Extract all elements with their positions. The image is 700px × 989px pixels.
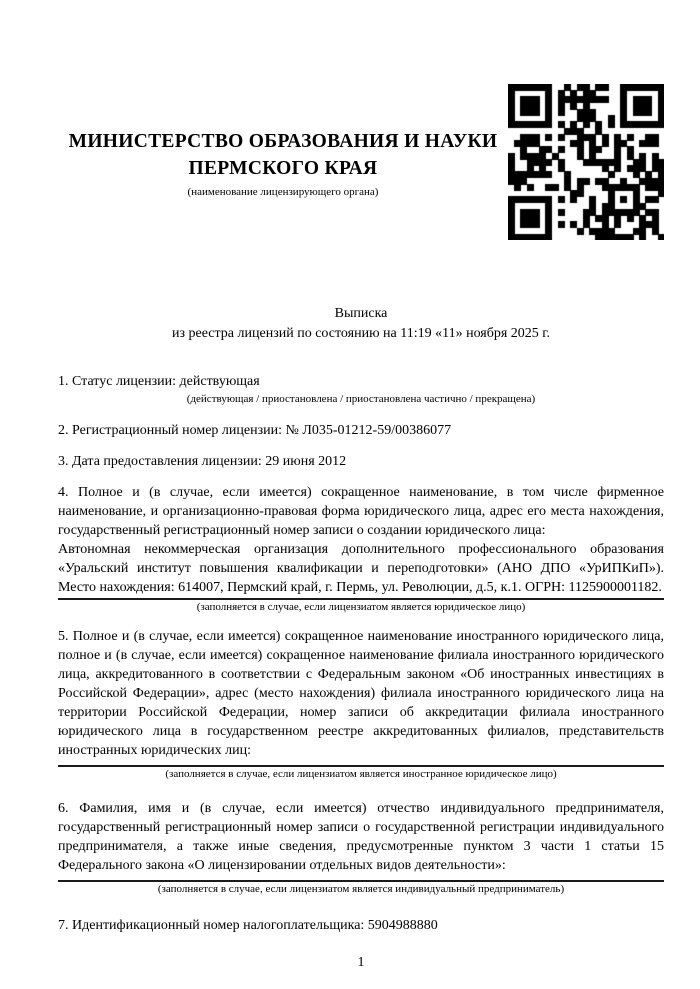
licensing-authority-block <box>58 84 508 199</box>
legal-entity-label: 4. Полное и (в случае, если имеется) сокращенное наименование, в том числе фирменное наименование, и организационно-правовая форма юридического лица, адрес его места нахождения, государственный регистрационный номер записи о создании юридического лица: <box>58 484 664 538</box>
document-header <box>58 0 664 240</box>
page-number: 1 <box>357 955 365 970</box>
licensing-authority-caption: (наименование лицензирующего органа) <box>187 186 379 198</box>
item-legal-entity <box>58 483 664 615</box>
individual-entrepreneur-hint: (заполняется в случае, если лицензиатом является индивидуальный предприниматель) <box>157 882 565 895</box>
legal-entity-hint: (заполняется в случае, если лицензиатом является юридическое лицо) <box>196 600 526 613</box>
ministry-name-line1: МИНИСТЕРСТВО ОБРАЗОВАНИЯ И НАУКИ <box>68 131 498 152</box>
document-title-line1: Выписка <box>334 306 388 321</box>
individual-entrepreneur-label: 6. Фамилия, имя и (в случае, если имеется) отчество индивидуального предпринимателя, государственный регистрационный номер записи о государственной регистрации индивидуального предпринимателя, а также иные сведения, предусмотренные пунктом 3 части 1 статьи 15 Федерального закона «О лицензировании отдельных видов деятельности»: <box>58 800 664 873</box>
foreign-entity-label: 5. Полное и (в случае, если имеется) сокращенное наименование иностранного юридического лица, полное и (в случае, если имеется) сокращенное наименование филиала иностранного юридического лица, аккредитованного в соответствии с Федеральным законом «Об иностранных инвестициях в Российской Федерации», адрес (место нахождения) филиала иностранного юридического лица на территории Российской Федерации, номер записи об аккредитации филиала иностранного юридического лица в государственном реестре аккредитованных филиалов, представительств иностранных юридических лиц: <box>58 628 664 758</box>
license-status-hint: (действующая / приостановлена / приостановлена частично / прекращена) <box>186 392 536 405</box>
foreign-entity-hint: (заполняется в случае, если лицензиатом является иностранное юридическое лицо) <box>165 767 557 780</box>
item-foreign-entity <box>58 627 664 782</box>
qr-code <box>508 84 664 240</box>
item-taxpayer-number: 7. Идентификационный номер налогоплательщика: 5904988880 <box>58 917 438 933</box>
ministry-name-line2: ПЕРМСКОГО КРАЯ <box>188 158 378 179</box>
legal-entity-value: Автономная некоммерческая организация дополнительного профессионального образования «Уральский институт повышения квалификации и переподготовки» (АНО ДПО «УрИПКиП»). Место нахождения: 614007, Пермский край, г. Пермь, ул. Революции, д.5, к.1. ОГРН: 1125900001182. <box>58 540 664 600</box>
document-title-line2: из реестра лицензий по состоянию на 11:19 «11» ноября 2025 г. <box>172 325 550 341</box>
document-title <box>58 304 664 343</box>
item-license-status <box>58 372 664 407</box>
item-registration-number: 2. Регистрационный номер лицензии: № Л035-01212-59/00386077 <box>58 422 452 438</box>
item-license-grant-date: 3. Дата предоставления лицензии: 29 июня 2012 <box>58 454 347 469</box>
license-status-text: 1. Статус лицензии: действующая <box>58 374 260 389</box>
item-individual-entrepreneur <box>58 799 664 897</box>
